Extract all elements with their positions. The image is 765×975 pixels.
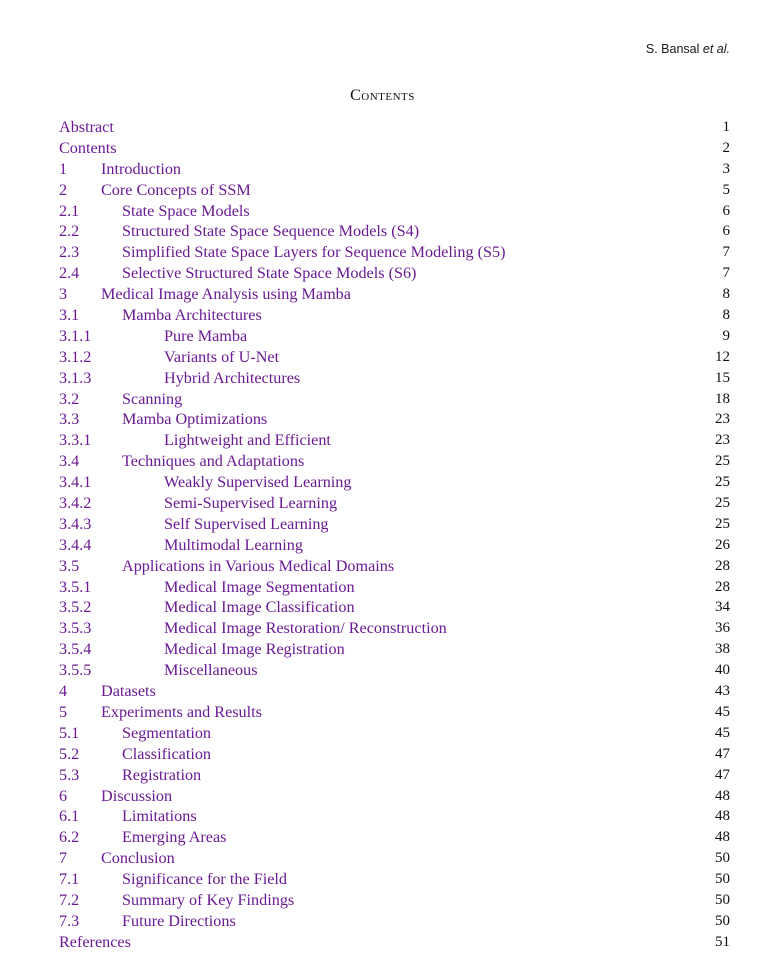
toc-entry-page-number: 51 [715,933,730,950]
toc-entry-title-link[interactable]: Introduction [101,159,182,178]
toc-entry[interactable] [59,911,730,932]
toc-entry-number[interactable]: 5.1 [59,723,80,742]
toc-entry-page-number: 23 [715,432,730,449]
contents-heading: Contents [350,87,415,104]
toc-entry-title-link[interactable]: Miscellaneous [164,661,258,680]
toc-entry[interactable] [59,535,730,556]
toc-entry[interactable] [59,618,730,639]
toc-entry[interactable] [59,221,730,242]
toc-entry-number[interactable]: 2.3 [59,243,80,262]
toc-entry-title-link[interactable]: Limitations [122,807,197,826]
toc-entry-title-link[interactable]: Future Directions [122,911,236,930]
toc-entry-title-link[interactable]: Pure Mamba [164,326,248,345]
toc-entry-title-link[interactable]: Significance for the Field [122,870,287,889]
toc-entry-title-link[interactable]: Segmentation [122,723,212,742]
toc-entry[interactable] [59,806,730,827]
toc-entry-number[interactable]: 3.5.3 [59,619,92,638]
toc-entry-number[interactable]: 7.1 [59,870,80,889]
running-head [646,42,730,56]
toc-entry[interactable] [59,159,730,180]
toc-entry[interactable] [59,890,730,911]
toc-entry-page-number: 5 [722,181,730,198]
toc-entry-page-number: 40 [715,662,730,679]
toc-entry-title-link[interactable]: Datasets [101,682,156,701]
toc-entry[interactable] [59,263,730,284]
toc-entry-page-number: 25 [715,515,730,532]
toc-entry-number[interactable]: 5.2 [59,744,80,763]
toc-entry-number[interactable]: 3.4 [59,452,80,471]
toc-entry[interactable] [59,827,730,848]
toc-entry-title-link[interactable]: Scanning [122,389,183,408]
toc-entry[interactable] [59,138,730,159]
toc-entry-title-link[interactable]: Discussion [101,786,173,805]
toc-entry[interactable] [59,702,730,723]
toc-entry-title-link[interactable]: Emerging Areas [122,828,227,847]
toc-entry-title-link[interactable]: Abstract [59,118,114,136]
toc-entry[interactable] [59,597,730,618]
toc-entry[interactable] [59,472,730,493]
toc-entry-page-number: 25 [715,495,730,512]
toc-entry-number[interactable]: 3.3 [59,410,80,429]
toc-entry-number[interactable]: 3.5.5 [59,661,92,680]
toc-entry-page-number: 8 [722,286,730,303]
toc-entry[interactable] [59,744,730,765]
toc-entry[interactable] [59,117,730,138]
toc-entry-title-link[interactable]: References [59,932,131,951]
toc-entry-page-number: 47 [715,766,730,783]
toc-entry-page-number: 25 [715,453,730,470]
toc-entry-number[interactable]: 3.5.2 [59,598,92,617]
toc-entry-page-number: 34 [715,599,730,616]
toc-entry[interactable] [59,786,730,807]
toc-entry-page-number: 50 [715,850,730,867]
toc-entry-title-link[interactable]: State Space Models [122,201,250,220]
toc-entry-number[interactable]: 3.4.4 [59,535,92,554]
toc-entry-page-number: 28 [715,578,730,595]
toc-entry-number[interactable]: 3.1.1 [59,326,92,345]
running-head-etal: et al. [702,42,730,56]
toc-entry-number[interactable]: 7 [59,849,68,868]
toc-entry[interactable] [59,389,730,410]
toc-entry[interactable] [59,577,730,598]
toc-entry[interactable] [59,368,730,389]
toc-entry-title-link[interactable]: Contents [59,138,117,157]
toc-entry-page-number: 6 [722,202,730,219]
toc-entry-page-number: 7 [722,265,730,282]
toc-entry-number[interactable]: 7.2 [59,890,80,909]
toc-entry-title-link[interactable]: Registration [122,765,202,784]
toc-entry-number[interactable]: 3.1.2 [59,347,92,366]
toc-entry-page-number: 48 [715,829,730,846]
toc-entry-number[interactable]: 2.1 [59,201,80,220]
toc-entry-title-link[interactable]: Techniques and Adaptations [122,452,305,471]
toc-entry-number[interactable]: 3.4.3 [59,514,92,533]
toc-entry-title-link[interactable]: Core Concepts of SSM [101,180,251,199]
toc-entry-title-link[interactable]: Classification [122,744,212,763]
toc-entry[interactable] [59,639,730,660]
toc-entry[interactable] [59,723,730,744]
toc-entry[interactable] [59,201,730,222]
toc-entry-title-link[interactable]: Medical Image Registration [164,640,345,659]
toc-entry-page-number: 6 [722,223,730,240]
toc-entry-title-link[interactable]: Selective Structured State Space Models (S6) [122,264,417,283]
toc-entry-title-link[interactable]: Experiments and Results [101,702,262,721]
toc-entry-number[interactable]: 3.1.3 [59,368,92,387]
toc-entry-number[interactable]: 5 [59,702,68,721]
toc-entry[interactable] [59,409,730,430]
table-of-contents [59,117,730,953]
toc-entry-title-link[interactable]: Mamba Architectures [122,306,262,325]
toc-entry[interactable] [59,284,730,305]
toc-entry-number[interactable]: 3.5.1 [59,577,92,596]
toc-entry-number[interactable]: 3.1 [59,306,80,325]
toc-entry-title-link[interactable]: Semi-Supervised Learning [164,494,338,513]
toc-entry[interactable] [59,347,730,368]
toc-entry[interactable] [59,660,730,681]
toc-entry-page-number: 9 [722,327,730,344]
toc-entry[interactable] [59,430,730,451]
toc-entry[interactable] [59,305,730,326]
toc-entry-title-link[interactable]: Simplified State Space Layers for Sequence Modeling (S5) [122,243,506,262]
toc-entry-page-number: 38 [715,641,730,658]
toc-entry-number[interactable]: 3 [59,285,68,304]
toc-entry-page-number: 18 [715,390,730,407]
toc-entry-title-link[interactable]: Summary of Key Findings [122,890,295,909]
toc-entry-number[interactable]: 3.5.4 [59,640,92,659]
toc-entry-page-number: 45 [715,724,730,741]
toc-entry-title-link[interactable]: Variants of U-Net [164,347,280,366]
toc-entry-number[interactable]: 3.2 [59,389,80,408]
toc-entry-page-number: 48 [715,808,730,825]
toc-entry[interactable] [59,848,730,869]
toc-entry-title-link[interactable]: Medical Image Segmentation [164,577,355,596]
toc-entry[interactable] [59,556,730,577]
toc-entry-page-number: 8 [722,307,730,324]
toc-entry-number[interactable]: 2.4 [59,264,80,283]
toc-entry-number[interactable]: 6 [59,786,68,805]
toc-entry-page-number: 1 [722,119,730,135]
toc-entry[interactable] [59,451,730,472]
toc-entry-title-link[interactable]: Lightweight and Efficient [164,431,331,450]
toc-entry-page-number: 28 [715,557,730,574]
toc-entry-title-link[interactable]: Hybrid Architectures [164,368,301,387]
toc-entry[interactable] [59,681,730,702]
toc-entry-page-number: 15 [715,369,730,386]
toc-entry-page-number: 47 [715,745,730,762]
toc-entry[interactable] [59,869,730,890]
toc-entry-title-link[interactable]: Self Supervised Learning [164,514,329,533]
toc-entry-number[interactable]: 3.5 [59,556,80,575]
toc-entry-number[interactable]: 3.3.1 [59,431,92,450]
toc-entry-title-link[interactable]: Structured State Space Sequence Models (S4) [122,222,420,241]
toc-entry-page-number: 12 [715,348,730,365]
toc-entry-page-number: 7 [722,244,730,261]
toc-entry-title-link[interactable]: Multimodal Learning [164,535,303,554]
toc-entry[interactable] [59,514,730,535]
toc-entry[interactable] [59,932,730,953]
toc-entry[interactable] [59,326,730,347]
toc-entry-number[interactable]: 4 [59,682,68,701]
toc-entry-page-number: 45 [715,703,730,720]
toc-entry[interactable] [59,180,730,201]
toc-entry-number[interactable]: 3.4.2 [59,494,92,513]
toc-entry[interactable] [59,242,730,263]
toc-entry-number[interactable]: 1 [59,159,68,178]
toc-entry-title-link[interactable]: Medical Image Analysis using Mamba [101,285,351,304]
toc-entry-title-link[interactable]: Mamba Optimizations [122,410,268,429]
toc-entry-page-number: 50 [715,891,730,908]
toc-entry-number[interactable]: 7.3 [59,911,80,930]
toc-entry[interactable] [59,765,730,786]
toc-entry-page-number: 36 [715,620,730,637]
toc-entry-number[interactable]: 3.4.1 [59,473,92,492]
toc-entry-page-number: 43 [715,683,730,700]
toc-entry-number[interactable]: 6.2 [59,828,80,847]
toc-entry-page-number: 48 [715,787,730,804]
toc-entry-number[interactable]: 6.1 [59,807,80,826]
toc-entry-number[interactable]: 2.2 [59,222,80,241]
toc-entry-page-number: 25 [715,474,730,491]
toc-entry-title-link[interactable]: Weakly Supervised Learning [164,473,352,492]
toc-entry-number[interactable]: 5.3 [59,765,80,784]
toc-entry-page-number: 50 [715,871,730,888]
toc-entry[interactable] [59,493,730,514]
toc-entry-title-link[interactable]: Medical Image Restoration/ Reconstruction [164,619,447,638]
toc-entry-page-number: 23 [715,411,730,428]
toc-entry-title-link[interactable]: Conclusion [101,849,175,868]
toc-entry-page-number: 2 [722,139,730,156]
toc-entry-page-number: 26 [715,536,730,553]
toc-entry-page-number: 3 [722,160,730,177]
toc-entry-number[interactable]: 2 [59,180,68,199]
toc-entry-title-link[interactable]: Medical Image Classification [164,598,355,617]
toc-entry-page-number: 50 [715,912,730,929]
toc-entry-title-link[interactable]: Applications in Various Medical Domains [122,556,395,575]
running-head-author: S. Bansal [645,42,700,56]
